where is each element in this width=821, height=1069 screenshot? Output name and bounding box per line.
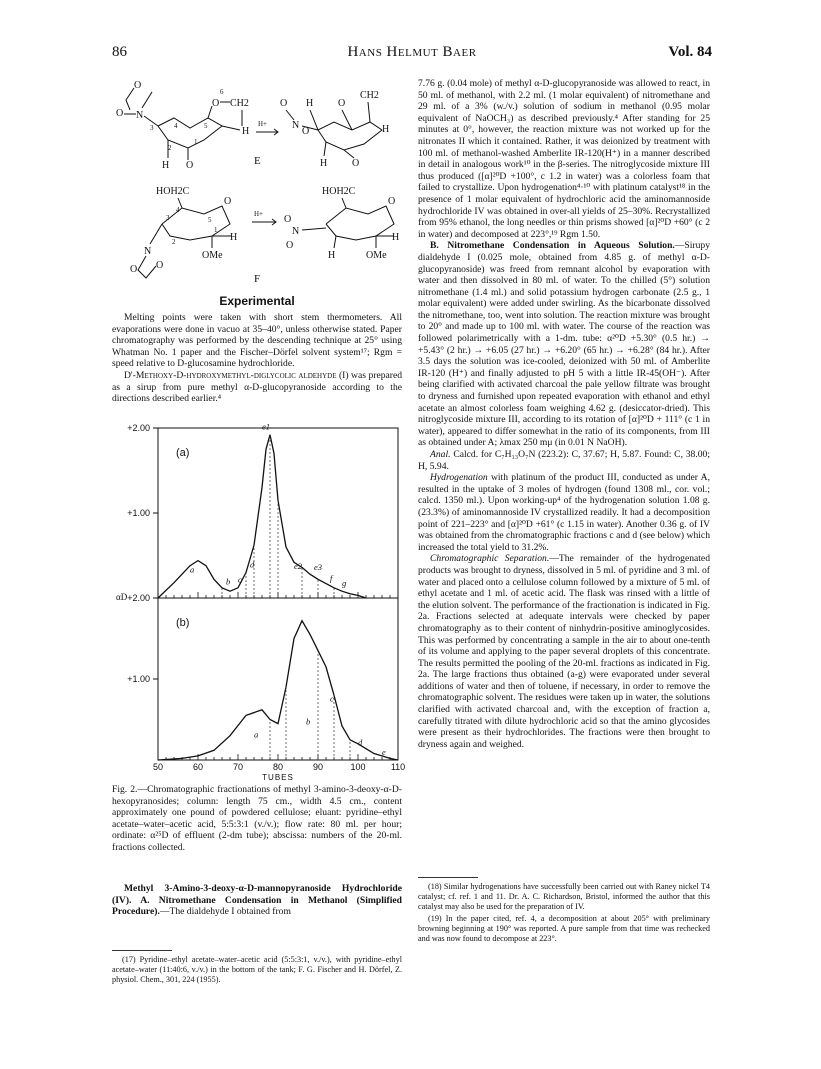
structure-f bbox=[112, 182, 402, 290]
position-number: 1 bbox=[214, 226, 218, 234]
atom-h: H bbox=[392, 232, 400, 243]
position-number: 5 bbox=[204, 122, 208, 130]
position-number: 2 bbox=[168, 144, 172, 152]
atom-h: H bbox=[162, 160, 170, 171]
peak-label: a bbox=[190, 564, 195, 575]
section-heading-experimental: Experimental bbox=[219, 294, 295, 308]
atom-hoh2c: HOH2C bbox=[156, 186, 190, 197]
paragraph-text: was prepared as a sirup from pure methyl α-D-glucopyranoside according to the directions described earlier.⁴ bbox=[112, 369, 403, 405]
atom-ome: OMe bbox=[366, 250, 387, 261]
paragraph bbox=[418, 472, 710, 553]
position-number: 4 bbox=[176, 206, 180, 214]
peak-label: g bbox=[342, 578, 347, 589]
peak-label: c bbox=[330, 693, 334, 704]
atom-ch2: CH2 bbox=[360, 90, 379, 101]
atom-o: O bbox=[284, 214, 292, 225]
peak-label: b bbox=[226, 576, 231, 587]
section-a-text: —The dialdehyde I obtained from bbox=[159, 906, 291, 918]
figure-caption bbox=[112, 784, 402, 854]
atom-o: O bbox=[156, 260, 164, 271]
section-a-title: Methyl 3-Amino-3-deoxy-α-D-mannopyranoside Hydrochloride (IV). A. Nitromethane Condensation in Methanol (Simplified Procedure). bbox=[112, 883, 402, 918]
peak-label: b bbox=[306, 716, 311, 727]
caption-text: —Chromatographic fractionations of methyl 3-amino-3-deoxy-α-D-hexopyranosides; column: length 75 cm., width 4.5 cm., content approximately one pound of powdered cellulose; eluant: pyridine–ethyl acetate–water–acetic acid, 5:5:3:1 (v./v.); flow rate: 80 ml. per hour; ordinate: α²⁵D of effluent (2-dm tube); abscissa: numbers of the 20-ml. fractions collected. bbox=[112, 784, 402, 853]
atom-o: O bbox=[388, 196, 396, 207]
right-column bbox=[418, 78, 710, 750]
caption-label: Fig. 2. bbox=[112, 784, 138, 795]
atom-o: O bbox=[286, 240, 294, 251]
paragraph-text: —The remainder of the hydrogenated products was brought to dryness, dissolved in 5 ml. of pyridine and 3 ml. of water and placed onto a cellulose column followed by a mixture of 5 ml. of ethyl acetate and 1 ml. of acetic acid. The flask was rinsed with a little of the elution solvent. The performance of the fractionation is indicated in Fig. 2a. Fractions selected at adequate intervals were checked by paper chromatography as to their content of ninhydrin-positive aminoglycosides. This was performed by concentrating a sample in the air to about one-tenth of its volume and applying to the paper several droplets of this concentrate. The results permitted the pooling of the 20-ml. fractions as indicated in Fig. 2a. The large fractions thus obtained (a-g) were evaporated under several additions of water and then of toluene, if necessary, in order to remove the chromatographic solvent. The residues were taken up in water, the solutions clarified with activated charcoal and, with the exception of fraction a, carefully titrated with dilute hydrochloric acid so that the amino glycosides were present as their hydrochlorides. The fractions were then brought to dryness again and weighed. bbox=[418, 553, 710, 750]
atom-h: H bbox=[306, 98, 314, 109]
x-tick-label: 100 bbox=[350, 762, 366, 772]
x-tick-label: 110 bbox=[390, 762, 406, 772]
chromatogram-chart bbox=[112, 420, 406, 782]
atom-ome: OMe bbox=[202, 250, 223, 261]
peak-label: c bbox=[238, 574, 242, 585]
panel-label: (a) bbox=[176, 447, 190, 459]
atom-hoh2c: HOH2C bbox=[322, 186, 356, 197]
position-number: 4 bbox=[174, 122, 178, 130]
compound-title: D'-Methoxy-D-hydroxymethyl-diglycolic aldehyde (I) bbox=[124, 369, 349, 381]
peak-label: e3 bbox=[314, 561, 323, 572]
atom-h: H bbox=[328, 250, 336, 261]
x-tick-label: 70 bbox=[232, 762, 244, 772]
position-number: 3 bbox=[166, 214, 170, 222]
acid-label: H+ bbox=[254, 210, 264, 218]
section-a bbox=[112, 883, 402, 918]
peak-label: a bbox=[254, 729, 259, 740]
peak-label: e2 bbox=[294, 561, 303, 572]
panel-label: (b) bbox=[176, 617, 190, 629]
y-axis-label: αD bbox=[116, 592, 128, 602]
atom-n: N bbox=[292, 226, 300, 237]
atom-n: N bbox=[136, 110, 144, 121]
structure-label-e: E bbox=[254, 155, 261, 167]
structure-label-f: F bbox=[254, 273, 261, 285]
atom-o: O bbox=[302, 126, 310, 137]
atom-h: H bbox=[242, 126, 250, 137]
x-tick-label: 50 bbox=[152, 762, 164, 772]
atom-o: O bbox=[212, 98, 220, 109]
peak-label: d bbox=[358, 737, 363, 748]
atom-o: O bbox=[280, 98, 288, 109]
chromatography-label: Chromatographic Separation. bbox=[430, 553, 550, 565]
atom-o: O bbox=[338, 98, 346, 109]
anal-label: Anal. bbox=[430, 449, 451, 460]
atom-n: N bbox=[292, 120, 300, 131]
atom-o: O bbox=[116, 108, 124, 119]
position-number: 5 bbox=[208, 216, 212, 224]
footnote: (17) Pyridine–ethyl acetate–water–acetic acid (5:5:3:1, v./v.), with pyridine–ethyl acetate–water (11:40:6, v./v.) in the bottom of the tank; F. G. Fischer and H. Dörfel, Z. physiol. Chem., 301, 224 (1955). bbox=[112, 955, 402, 984]
y-tick-label: +2.00 bbox=[127, 423, 150, 433]
position-number: 6 bbox=[220, 88, 224, 96]
atom-o: O bbox=[134, 80, 142, 91]
peak-label: e1 bbox=[262, 421, 271, 432]
atom-o: O bbox=[186, 160, 194, 171]
atom-n: N bbox=[144, 246, 152, 257]
paragraph-text: with platinum of the product III, conducted as under A, resulted in the uptake of 3 moles of hydrogen (found 1308 ml., cor. vol.; calcd. 1350 ml.). Upon working-up⁴ of the hydrogenation solution 1.08 g. (23.3%) of aminomannoside IV crystallized readily. It had a decomposition point of 221–223° and [α]²⁰D +61° (c 1.15 in water). Another 0.36 g. of IV was obtained from the chromatographic fractions c and d (see below) which increased the total yield to 31.2%. bbox=[418, 472, 710, 553]
paragraph: Melting points were taken with short stem thermometers. All evaporations were done in vacuo at 35–40°, unless otherwise stated. Paper chromatography was performed by the descending technique at 25° using Whatman No. 1 paper and the Fischer–Dörfel solvent system¹⁷; Rgm = speed relative to D-glucosamine hydrochloride. bbox=[112, 312, 402, 370]
running-head bbox=[112, 44, 712, 66]
atom-h: H bbox=[382, 124, 390, 135]
atom-ch2: CH2 bbox=[230, 98, 249, 109]
x-tick-label: 60 bbox=[192, 762, 204, 772]
peak-label: e bbox=[382, 747, 386, 758]
atom-o: O bbox=[352, 158, 360, 169]
left-footnotes bbox=[112, 950, 402, 987]
running-title: Hans Helmut Baer bbox=[347, 44, 477, 60]
experimental-text bbox=[112, 312, 402, 405]
right-footnotes bbox=[418, 877, 710, 946]
x-tick-label: 80 bbox=[272, 762, 284, 772]
structure-e bbox=[112, 78, 402, 178]
paragraph bbox=[418, 449, 710, 472]
position-number: 2 bbox=[172, 238, 176, 246]
y-tick-label: +2.00 bbox=[127, 593, 150, 603]
paragraph bbox=[418, 240, 710, 449]
acid-label: H+ bbox=[258, 120, 268, 128]
x-axis-label: TUBES bbox=[262, 773, 294, 782]
footnote: (19) In the paper cited, ref. 4, a decomposition at about 205° with preliminary browning beginning at 190° was reported. A pure sample from that time was rechecked and was now found to decompose at 223°. bbox=[418, 914, 710, 943]
x-tick-label: 90 bbox=[312, 762, 324, 772]
analysis-text: Calcd. for C₇H₁₃O₇N (223.2): C, 37.67; H, 5.87. Found: C, 38.00; H, 5.94. bbox=[418, 449, 710, 472]
page-number: 86 bbox=[112, 44, 127, 60]
paragraph: 7.76 g. (0.04 mole) of methyl α-D-glucopyranoside was allowed to react, in 50 ml. of methanol, with 2.2 ml. (1 molar equivalent) of nitromethane and 29 ml. of a 3% (w./v.) solution of sodium in methanol (0.95 molar equivalent of NaOCH₃) as described previously.⁴ After standing for 25 minutes at 0°, however, the reaction mixture was not worked up for the nitronates II which it contained. Rather, it was deionized by treatment with 100 ml. of methanol-washed Amberlite IR-120(H⁺) in a manner described in detail in analogous work¹⁰ in the β-series. The nitroglycoside mixture III thus produced ([α]²⁰D +100°, c 1.2 in water) was a colorless foam that failed to crystallize. Upon hydrogenation⁴·¹⁰ with platinum catalyst¹⁸ in the presence of 1 molar equivalent of hydrochloric acid the aminomannoside hydrochloride IV was obtained in over-all yields of 25–30%. Recrystallized from 95% ethanol, the long needles or thin prisms showed [α]²⁰D +60° (c 2 in water) and decomposed at 223°,¹⁹ Rgm 1.50. bbox=[418, 78, 710, 240]
position-number: 1 bbox=[194, 138, 198, 146]
y-tick-label: +1.00 bbox=[127, 674, 150, 684]
section-b-title: B. Nitromethane Condensation in Aqueous Solution. bbox=[430, 240, 675, 252]
footnote: (18) Similar hydrogenations have successfully been carried out with Raney nickel T4 catalyst; cf. ref. 1 and 11. Dr. A. C. Richardson, Bristol, informed the author that this catalyst may also be used for the preparation of IV. bbox=[418, 882, 710, 911]
atom-h: H bbox=[320, 158, 328, 169]
y-tick-label: +1.00 bbox=[127, 508, 150, 518]
peak-label: d bbox=[250, 559, 255, 570]
position-number: 3 bbox=[150, 124, 154, 132]
volume-number: Vol. 84 bbox=[668, 44, 712, 60]
atom-o: O bbox=[130, 264, 138, 275]
paragraph bbox=[418, 553, 710, 750]
atom-h: H bbox=[230, 232, 238, 243]
hydrogenation-label: Hydrogenation bbox=[430, 472, 488, 484]
paragraph-text: —Sirupy dialdehyde I (0.025 mole, obtained from 4.85 g. of methyl α-D-glucopyranoside) was freed from remnant alcohol by evaporation with water and then dissolved in 80 ml. of water. To the chilled (5°) solution nitromethane (1.4 ml.) and solid potassium hydrogen carbonate (2.5 g., 1 molar equivalent) were added under swirling. As the bicarbonate dissolved the nitromethane, too, went into solution. The reaction mixture was brought to 20° and made up to 100 ml. with water. The course of the reaction was followed polarimetrically with a 1-dm. tube: α²⁰D +5.30° (0.5 hr.) → +5.43° (2 hr.) → +6.05 (27 hr.) → +6.20° (65 hr.) → +6.28° (84 hr.). After 3.5 days the solution was ice-cooled, deionized with 50 ml. of Amberlite IR-120 (H⁺) and finally adjusted to pH 5 with a little IR-45(OH⁻). After being clarified with activated charcoal the pale yellow filtrate was brought to dryness and furnished upon repeated evaporation with ethanol and ethyl acetate an almost colorless foam weighing 4.62 g. (desiccator-dried). This nitroglycoside mixture III, according to its rotation of [α]²⁰D + 111° (c 1 in water), appeared to differ somewhat in the ratio of its components, from III as obtained under A; λmax 250 mμ (in 0.01 N NaOH). bbox=[418, 240, 710, 449]
panel-frame bbox=[158, 598, 398, 760]
paragraph bbox=[112, 370, 402, 405]
peak-label: f bbox=[330, 573, 333, 583]
atom-o: O bbox=[224, 196, 232, 207]
